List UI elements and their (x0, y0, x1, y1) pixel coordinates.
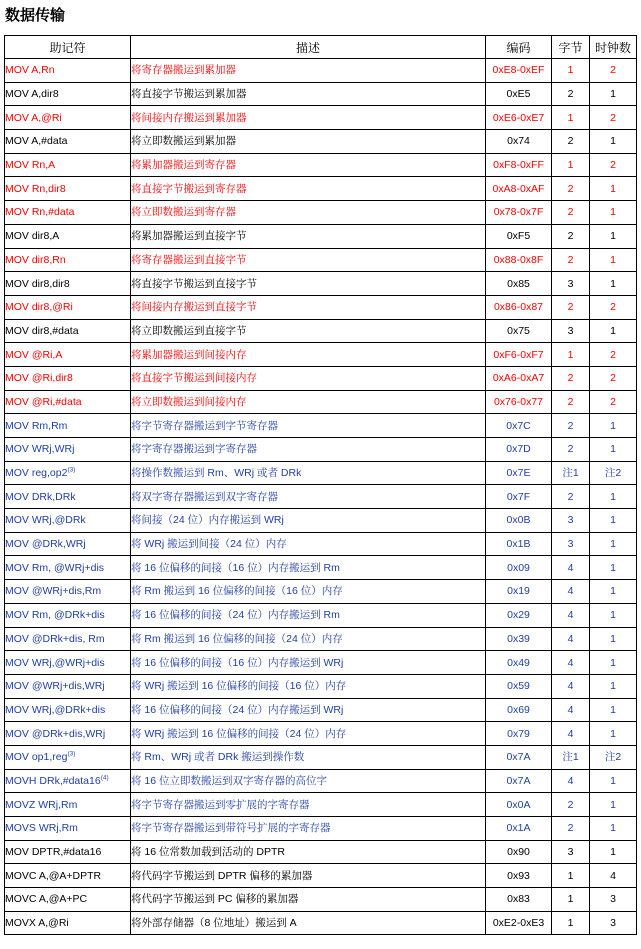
table-row (5, 840, 637, 864)
clocks-cell: 2 (590, 106, 637, 130)
bytes-cell: 2 (552, 224, 590, 248)
opcode-cell: 0xE8-0xEF (486, 59, 552, 83)
description-cell: 将 16 位偏移的间接（24 位）内存搬运到 Rm (131, 603, 486, 627)
table-row (5, 390, 637, 414)
opcode-cell: 0x19 (486, 580, 552, 604)
table-row (5, 911, 637, 935)
mnemonic-text: MOV A,dir8 (5, 88, 59, 101)
clocks-cell: 2 (590, 59, 637, 83)
description-cell: 将直接字节搬运到间接内存 (131, 366, 486, 390)
mnemonic-text: MOV dir8,#data (5, 324, 79, 337)
mnemonic-text: MOV WRj,@DRk (5, 514, 86, 527)
table-row (5, 888, 637, 912)
table-row (5, 603, 637, 627)
clocks-cell: 2 (590, 153, 637, 177)
mnemonic-cell (5, 201, 131, 225)
opcode-cell: 0x90 (486, 840, 552, 864)
bytes-cell: 4 (552, 556, 590, 580)
opcode-cell: 0x78-0x7F (486, 201, 552, 225)
opcode-cell: 0x7F (486, 485, 552, 509)
description-cell: 将 16 位立即数搬运到双字寄存器的高位字 (131, 769, 486, 793)
clocks-cell: 1 (590, 82, 637, 106)
footnote-ref: (3) (67, 466, 76, 474)
clocks-cell: 1 (590, 580, 637, 604)
mnemonic-cell (5, 580, 131, 604)
mnemonic-cell (5, 603, 131, 627)
mnemonic-text: MOV @Ri,dir8 (5, 372, 73, 385)
mnemonic-text: MOV DPTR,#data16 (5, 846, 102, 859)
description-cell: 将字节寄存器搬运到字节寄存器 (131, 414, 486, 438)
mnemonic-text: MOV dir8,Rn (5, 253, 66, 266)
opcode-cell: 0x39 (486, 627, 552, 651)
mnemonic-cell (5, 911, 131, 935)
table-body (5, 59, 637, 935)
opcode-cell: 0x85 (486, 272, 552, 296)
table-row (5, 745, 637, 769)
description-cell: 将字寄存器搬运到字寄存器 (131, 438, 486, 462)
mnemonic-text: MOV A,Rn (5, 64, 55, 77)
mnemonic-cell (5, 485, 131, 509)
header-description: 描述 (131, 36, 486, 59)
clocks-cell: 1 (590, 509, 637, 533)
clocks-cell: 1 (590, 532, 637, 556)
mnemonic-text: MOV WRj,WRj (5, 443, 75, 456)
description-cell: 将 WRj 搬运到间接（24 位）内存 (131, 532, 486, 556)
mnemonic-cell (5, 438, 131, 462)
mnemonic-text: MOV dir8,@Ri (5, 301, 73, 314)
mnemonic-text: MOV dir8,A (5, 230, 60, 243)
mnemonic-cell (5, 509, 131, 533)
clocks-cell: 1 (590, 556, 637, 580)
bytes-cell: 2 (552, 390, 590, 414)
bytes-cell: 1 (552, 59, 590, 83)
opcode-cell: 0x86-0x87 (486, 295, 552, 319)
opcode-cell: 0x7E (486, 461, 552, 485)
table-row (5, 153, 637, 177)
table-row (5, 201, 637, 225)
bytes-cell: 1 (552, 888, 590, 912)
bytes-cell: 2 (552, 438, 590, 462)
bytes-cell: 4 (552, 627, 590, 651)
bytes-cell: 2 (552, 817, 590, 841)
mnemonic-cell (5, 130, 131, 154)
bytes-cell: 2 (552, 485, 590, 509)
bytes-cell: 4 (552, 603, 590, 627)
description-cell: 将直接字节搬运到直接字节 (131, 272, 486, 296)
opcode-cell: 0x59 (486, 674, 552, 698)
bytes-cell: 3 (552, 532, 590, 556)
opcode-cell: 0xE6-0xE7 (486, 106, 552, 130)
mnemonic-text: MOVH DRk,#data16 (5, 774, 101, 787)
mnemonic-text: MOV @DRk,WRj (5, 538, 86, 551)
clocks-cell: 1 (590, 840, 637, 864)
table-row (5, 59, 637, 83)
table-row (5, 556, 637, 580)
mnemonic-text: MOV WRj,@DRk+dis (5, 703, 106, 716)
opcode-cell: 0xF8-0xFF (486, 153, 552, 177)
clocks-cell: 1 (590, 817, 637, 841)
table-row (5, 272, 637, 296)
table-header-row (5, 36, 637, 59)
description-cell: 将 16 位偏移的间接（16 位）内存搬运到 Rm (131, 556, 486, 580)
mnemonic-cell (5, 698, 131, 722)
bytes-cell: 2 (552, 130, 590, 154)
mnemonic-cell (5, 745, 131, 769)
mnemonic-cell (5, 817, 131, 841)
bytes-cell: 1 (552, 911, 590, 935)
mnemonic-text: MOV @Ri,#data (5, 395, 82, 408)
clocks-cell: 1 (590, 177, 637, 201)
opcode-cell: 0x09 (486, 556, 552, 580)
clocks-cell: 1 (590, 485, 637, 509)
clocks-cell: 1 (590, 272, 637, 296)
bytes-cell: 1 (552, 343, 590, 367)
opcode-cell: 0x74 (486, 130, 552, 154)
clocks-cell: 1 (590, 201, 637, 225)
mnemonic-cell (5, 106, 131, 130)
mnemonic-cell (5, 177, 131, 201)
clocks-cell: 3 (590, 911, 637, 935)
table-row (5, 414, 637, 438)
bytes-cell: 2 (552, 177, 590, 201)
table-row (5, 580, 637, 604)
mnemonic-text: MOV Rn,A (5, 159, 56, 172)
bytes-cell: 3 (552, 840, 590, 864)
bytes-cell: 4 (552, 769, 590, 793)
description-cell: 将 16 位偏移的间接（24 位）内存搬运到 WRj (131, 698, 486, 722)
mnemonic-cell (5, 272, 131, 296)
bytes-cell: 4 (552, 651, 590, 675)
mnemonic-text: MOV Rn,#data (5, 206, 75, 219)
page-title: 数据传输 (5, 6, 66, 24)
mnemonic-text: MOV Rm, @DRk+dis (5, 609, 105, 622)
mnemonic-cell (5, 461, 131, 485)
table-row (5, 674, 637, 698)
mnemonic-cell (5, 82, 131, 106)
table-row (5, 698, 637, 722)
mnemonic-cell (5, 556, 131, 580)
table-row (5, 793, 637, 817)
footnote-ref: (4) (100, 774, 109, 782)
description-cell: 将立即数搬运到直接字节 (131, 319, 486, 343)
opcode-cell: 0x29 (486, 603, 552, 627)
bytes-cell: 注1 (552, 745, 590, 769)
clocks-cell: 1 (590, 319, 637, 343)
opcode-cell: 0x83 (486, 888, 552, 912)
opcode-cell: 0x75 (486, 319, 552, 343)
mnemonic-cell (5, 414, 131, 438)
description-cell: 将立即数搬运到间接内存 (131, 390, 486, 414)
bytes-cell: 4 (552, 580, 590, 604)
clocks-cell: 1 (590, 248, 637, 272)
mnemonic-text: MOV A,@Ri (5, 111, 62, 124)
mnemonic-text: MOV @Ri,A (5, 348, 63, 361)
description-cell: 将 WRj 搬运到 16 位偏移的间接（16 位）内存 (131, 674, 486, 698)
bytes-cell: 2 (552, 82, 590, 106)
mnemonic-cell (5, 769, 131, 793)
opcode-cell: 0x7A (486, 745, 552, 769)
table-row (5, 485, 637, 509)
clocks-cell: 1 (590, 603, 637, 627)
table-row (5, 817, 637, 841)
mnemonic-text: MOV Rm, @WRj+dis (5, 561, 105, 574)
clocks-cell: 1 (590, 438, 637, 462)
description-cell: 将累加器搬运到直接字节 (131, 224, 486, 248)
table-row (5, 509, 637, 533)
table-row (5, 532, 637, 556)
bytes-cell: 4 (552, 722, 590, 746)
mnemonic-cell (5, 366, 131, 390)
opcode-cell: 0x49 (486, 651, 552, 675)
clocks-cell: 1 (590, 793, 637, 817)
mnemonic-text: MOVC A,@A+PC (5, 893, 88, 906)
clocks-cell: 4 (590, 864, 637, 888)
mnemonic-cell (5, 153, 131, 177)
table-row (5, 295, 637, 319)
opcode-cell: 0x76-0x77 (486, 390, 552, 414)
bytes-cell: 4 (552, 698, 590, 722)
opcode-cell: 0xA8-0xAF (486, 177, 552, 201)
clocks-cell: 2 (590, 343, 637, 367)
instruction-table (4, 35, 637, 935)
mnemonic-cell (5, 627, 131, 651)
clocks-cell: 3 (590, 888, 637, 912)
bytes-cell: 注1 (552, 461, 590, 485)
bytes-cell: 3 (552, 272, 590, 296)
clocks-cell: 2 (590, 390, 637, 414)
table-row (5, 864, 637, 888)
bytes-cell: 3 (552, 509, 590, 533)
description-cell: 将间接内存搬运到累加器 (131, 106, 486, 130)
bytes-cell: 3 (552, 319, 590, 343)
description-cell: 将直接字节搬运到寄存器 (131, 177, 486, 201)
opcode-cell: 0x1B (486, 532, 552, 556)
bytes-cell: 1 (552, 864, 590, 888)
mnemonic-cell (5, 793, 131, 817)
description-cell: 将字节寄存器搬运到带符号扩展的字寄存器 (131, 817, 486, 841)
mnemonic-text: MOV @DRk+dis,WRj (5, 727, 106, 740)
opcode-cell: 0xF6-0xF7 (486, 343, 552, 367)
description-cell: 将寄存器搬运到直接字节 (131, 248, 486, 272)
opcode-cell: 0xF5 (486, 224, 552, 248)
description-cell: 将 Rm、WRj 或者 DRk 搬运到操作数 (131, 745, 486, 769)
description-cell: 将外部存储器（8 位地址）搬运到 A (131, 911, 486, 935)
mnemonic-text: MOV op1,reg (5, 751, 68, 764)
mnemonic-cell (5, 319, 131, 343)
mnemonic-cell (5, 888, 131, 912)
table-row (5, 224, 637, 248)
header-mnemonic: 助记符 (5, 36, 131, 59)
clocks-cell: 2 (590, 295, 637, 319)
table-row (5, 651, 637, 675)
table-row (5, 130, 637, 154)
opcode-cell: 0x88-0x8F (486, 248, 552, 272)
description-cell: 将 16 位偏移的间接（16 位）内存搬运到 WRj (131, 651, 486, 675)
opcode-cell: 0xE5 (486, 82, 552, 106)
clocks-cell: 1 (590, 769, 637, 793)
mnemonic-cell (5, 248, 131, 272)
bytes-cell: 2 (552, 366, 590, 390)
mnemonic-text: MOV A,#data (5, 135, 68, 148)
table-row (5, 366, 637, 390)
mnemonic-cell (5, 532, 131, 556)
opcode-cell: 0x7D (486, 438, 552, 462)
mnemonic-cell (5, 674, 131, 698)
mnemonic-text: MOV WRj,@WRj+dis (5, 656, 105, 669)
description-cell: 将累加器搬运到间接内存 (131, 343, 486, 367)
table-row (5, 438, 637, 462)
clocks-cell: 1 (590, 627, 637, 651)
bytes-cell: 1 (552, 106, 590, 130)
mnemonic-cell (5, 59, 131, 83)
description-cell: 将操作数搬运到 Rm、WRj 或者 DRk (131, 461, 486, 485)
mnemonic-text: MOV Rm,Rm (5, 419, 68, 432)
table-row (5, 82, 637, 106)
opcode-cell: 0x69 (486, 698, 552, 722)
mnemonic-text: MOVX A,@Ri (5, 917, 69, 930)
opcode-cell: 0x1A (486, 817, 552, 841)
mnemonic-text: MOV @WRj+dis,Rm (5, 585, 102, 598)
mnemonic-text: MOV dir8,dir8 (5, 277, 70, 290)
description-cell: 将双字寄存器搬运到双字寄存器 (131, 485, 486, 509)
opcode-cell: 0x0B (486, 509, 552, 533)
description-cell: 将代码字节搬运到 PC 偏移的累加器 (131, 888, 486, 912)
mnemonic-cell (5, 840, 131, 864)
description-cell: 将 Rm 搬运到 16 位偏移的间接（24 位）内存 (131, 627, 486, 651)
mnemonic-text: MOVZ WRj,Rm (5, 798, 78, 811)
bytes-cell: 2 (552, 201, 590, 225)
table-row (5, 769, 637, 793)
table-row (5, 722, 637, 746)
bytes-cell: 1 (552, 153, 590, 177)
opcode-cell: 0xA6-0xA7 (486, 366, 552, 390)
mnemonic-cell (5, 651, 131, 675)
mnemonic-cell (5, 390, 131, 414)
description-cell: 将立即数搬运到累加器 (131, 130, 486, 154)
mnemonic-text: MOV DRk,DRk (5, 490, 76, 503)
opcode-cell: 0x79 (486, 722, 552, 746)
mnemonic-text: MOVS WRj,Rm (5, 822, 78, 835)
table-row (5, 248, 637, 272)
clocks-cell: 1 (590, 414, 637, 438)
description-cell: 将代码字节搬运到 DPTR 偏移的累加器 (131, 864, 486, 888)
bytes-cell: 2 (552, 793, 590, 817)
header-opcode: 编码 (486, 36, 552, 59)
clocks-cell: 1 (590, 722, 637, 746)
description-cell: 将 16 位常数加载到活动的 DPTR (131, 840, 486, 864)
clocks-cell: 1 (590, 698, 637, 722)
opcode-cell: 0x7A (486, 769, 552, 793)
mnemonic-text: MOV Rn,dir8 (5, 182, 66, 195)
clocks-cell: 1 (590, 130, 637, 154)
mnemonic-text: MOVC A,@A+DPTR (5, 869, 102, 882)
header-bytes: 字节 (552, 36, 590, 59)
clocks-cell: 注2 (590, 461, 637, 485)
clocks-cell: 1 (590, 651, 637, 675)
mnemonic-text: MOV reg,op2 (5, 467, 68, 480)
description-cell: 将间接内存搬运到直接字节 (131, 295, 486, 319)
description-cell: 将 WRj 搬运到 16 位偏移的间接（24 位）内存 (131, 722, 486, 746)
opcode-cell: 0x93 (486, 864, 552, 888)
clocks-cell: 1 (590, 224, 637, 248)
mnemonic-cell (5, 224, 131, 248)
opcode-cell: 0x7C (486, 414, 552, 438)
table-row (5, 343, 637, 367)
table-row (5, 177, 637, 201)
bytes-cell: 4 (552, 674, 590, 698)
bytes-cell: 2 (552, 248, 590, 272)
description-cell: 将寄存器搬运到累加器 (131, 59, 486, 83)
table-row (5, 461, 637, 485)
mnemonic-cell (5, 343, 131, 367)
footnote-ref: (3) (67, 750, 76, 758)
opcode-cell: 0xE2-0xE3 (486, 911, 552, 935)
table-row (5, 627, 637, 651)
description-cell: 将累加器搬运到寄存器 (131, 153, 486, 177)
description-cell: 将 Rm 搬运到 16 位偏移的间接（16 位）内存 (131, 580, 486, 604)
bytes-cell: 2 (552, 295, 590, 319)
description-cell: 将间接（24 位）内存搬运到 WRj (131, 509, 486, 533)
table-row (5, 319, 637, 343)
description-cell: 将字节寄存器搬运到零扩展的字寄存器 (131, 793, 486, 817)
clocks-cell: 注2 (590, 745, 637, 769)
mnemonic-text: MOV @WRj+dis,WRj (5, 680, 105, 693)
table-row (5, 106, 637, 130)
mnemonic-text: MOV @DRk+dis, Rm (5, 632, 105, 645)
mnemonic-cell (5, 295, 131, 319)
opcode-cell: 0x0A (486, 793, 552, 817)
description-cell: 将直接字节搬运到累加器 (131, 82, 486, 106)
clocks-cell: 1 (590, 674, 637, 698)
clocks-cell: 2 (590, 366, 637, 390)
mnemonic-cell (5, 864, 131, 888)
description-cell: 将立即数搬运到寄存器 (131, 201, 486, 225)
bytes-cell: 2 (552, 414, 590, 438)
header-clocks: 时钟数 (590, 36, 637, 59)
mnemonic-cell (5, 722, 131, 746)
